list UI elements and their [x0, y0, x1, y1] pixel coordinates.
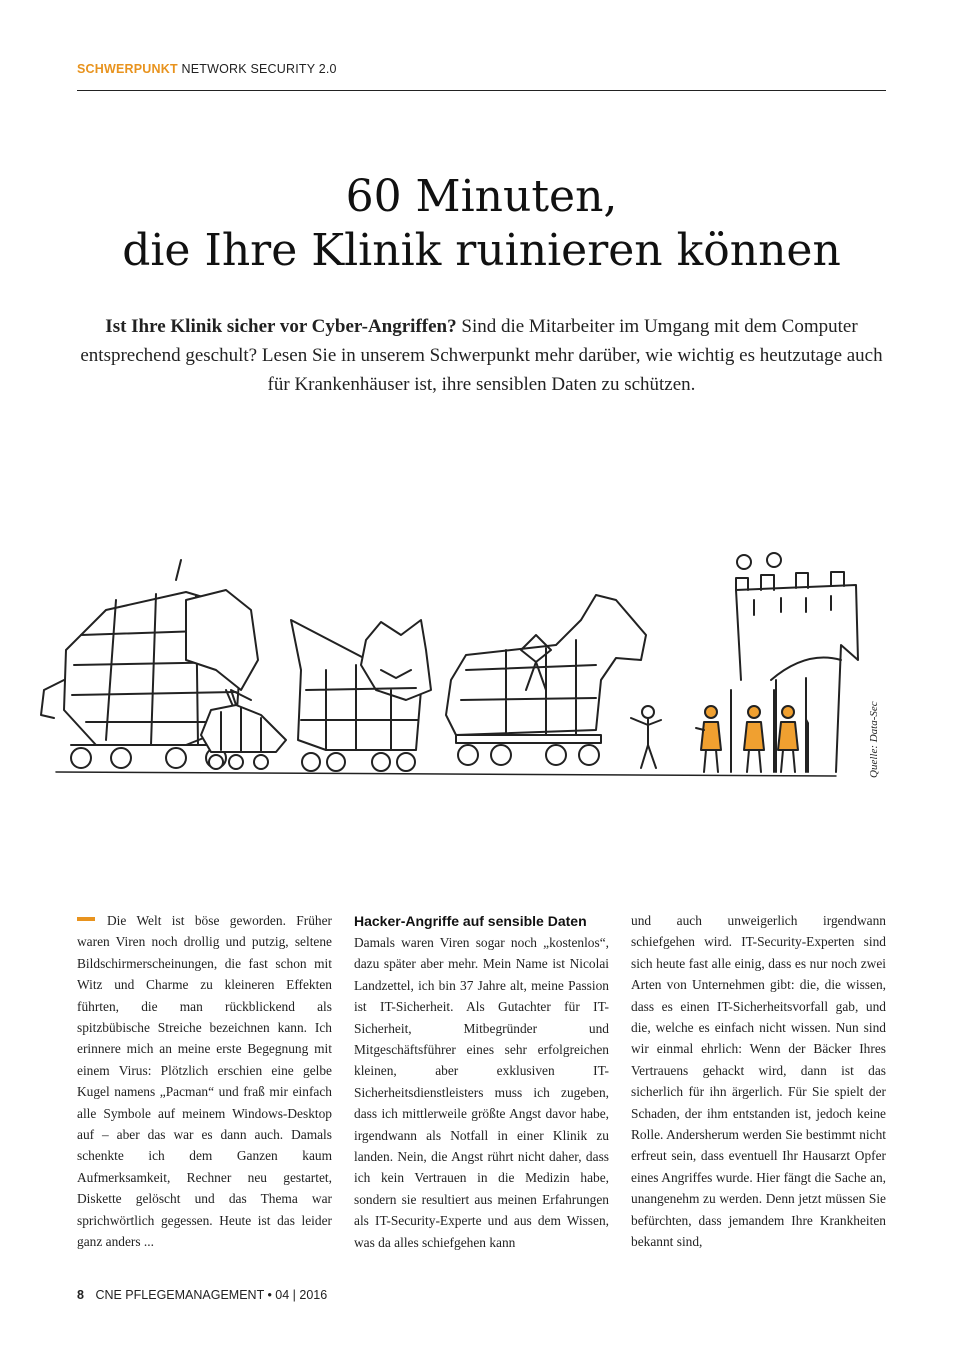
- article-column-3: [631, 910, 886, 1253]
- article-column-2: [354, 910, 609, 1253]
- page-footer: [77, 1288, 327, 1302]
- soldier-2: [744, 690, 774, 772]
- section-topic: NETWORK SECURITY 2.0: [181, 62, 337, 76]
- lead-text: Sind die Mitarbeiter im Umgang mit dem Computer entsprechend geschult? Lesen Sie in unserem Schwerpunkt mehr darüber, wie wichtig es heutzutage auch für Krankenhäuser ist, ihre sensiblen Daten zu schützen.: [80, 316, 883, 395]
- running-header: [77, 62, 886, 76]
- article-column-1: [77, 910, 332, 1253]
- soldier-1: [696, 690, 731, 772]
- section-label: SCHWERPUNKT: [77, 62, 178, 76]
- ground-line: [56, 772, 836, 776]
- soldier-figures: [696, 690, 808, 772]
- title-line-2: die Ihre Klinik ruinieren können: [122, 225, 841, 276]
- lead-paragraph: [80, 312, 883, 399]
- page-number: 8: [77, 1288, 84, 1302]
- col3-text: und auch unweigerlich irgendwann schiefgehen wird. IT-Security-Experten sind sich heute fast alle einig, dass es nur noch zwei Arten von Unternehmen gibt: die, die wissen, dass es einen IT-Sicherheitsvorfall gab, und die, welche es einfach nicht wissen. Nun sind wir einmal ehrlich: Wenn der Bäcker Ihres Vertrauens gehackt wird, dann ist das sicherlich für ihn ärgerlich. Für Sie spielt der Schaden, der ihm entstanden ist, jedoch keine Rolle. Andersherum werden Sie bestimmt nicht erfreut sein, dass eventuell Ihr Hausarzt Opfer eines Angriffes wurde. Hier fängt die Sache an, unangenehm zu werden. Denn jetzt müssen Sie befürchten, dass jemandem Ihre Krankheiten bekannt sind,: [631, 913, 886, 1250]
- col2-text: Damals waren Viren sogar noch „kostenlos“, dazu später aber mehr. Mein Name ist Nicolai Landzettel, ich bin 37 Jahre alt, meine Passion ist IT-Sicherheit. Als Gutachter für IT-Sicherheit, Mitbegründer und Mitgeschäftsführer eines sehr erfolgreichen kleinen, aber exklusiven IT-Sicherheitsdienstleisters muss ich zugeben, dass ich mittlerweile größte Angst davor habe, irgendwann als Notfall in einer Klinik zu landen. Nein, die Angst rührt nicht daher, dass ich kein Vertrauen in die Medizin habe, sondern sie resultiert aus meinen Erfahrungen als IT-Security-Experte und aus dem Wissen, was da alles schiefgehen kann: [354, 935, 609, 1250]
- image-credit: Quelle: Data-Sec: [868, 701, 880, 778]
- header-rule: [77, 90, 886, 91]
- trojan-animals-illustration: [36, 540, 876, 785]
- col1-text: Die Welt ist böse geworden. Früher waren Viren noch drollig und putzig, seltene Bildschirmerscheinungen, die fast schon mit Witz und Charme zu kleineren Effekten führten, die man rückblickend als spitzbübische Streiche bezeichnen kann. Ich erinnere mich an meine erste Begegnung mit einem Virus: Plötzlich erschien eine gelbe Kugel namens „Pacman“ und fraß mir einfach alle Symbole auf meinem Windows-Desktop auf – aber das war es dann auch. Damals schenkte ich dem Ganzen kaum Aufmerksamkeit, Rechner neu gestartet, Diskette gelöscht und das Thema war sprichwörtlich gegessen. Heute ist das leider ganz anders ...: [77, 913, 332, 1250]
- title-line-1: 60 Minuten,: [345, 171, 618, 222]
- wooden-horse-figure: [446, 595, 646, 765]
- orange-dash-marker: [77, 917, 95, 921]
- article-title: [60, 170, 903, 278]
- col2-subheading: Hacker-Angriffe auf sensible Daten: [354, 913, 587, 929]
- lead-question: Ist Ihre Klinik sicher vor Cyber-Angriffen?: [105, 316, 457, 337]
- publication-info: CNE PFLEGEMANAGEMENT • 04 | 2016: [95, 1288, 328, 1302]
- wooden-cat-figure: [291, 620, 431, 771]
- greeting-figure: [631, 706, 661, 768]
